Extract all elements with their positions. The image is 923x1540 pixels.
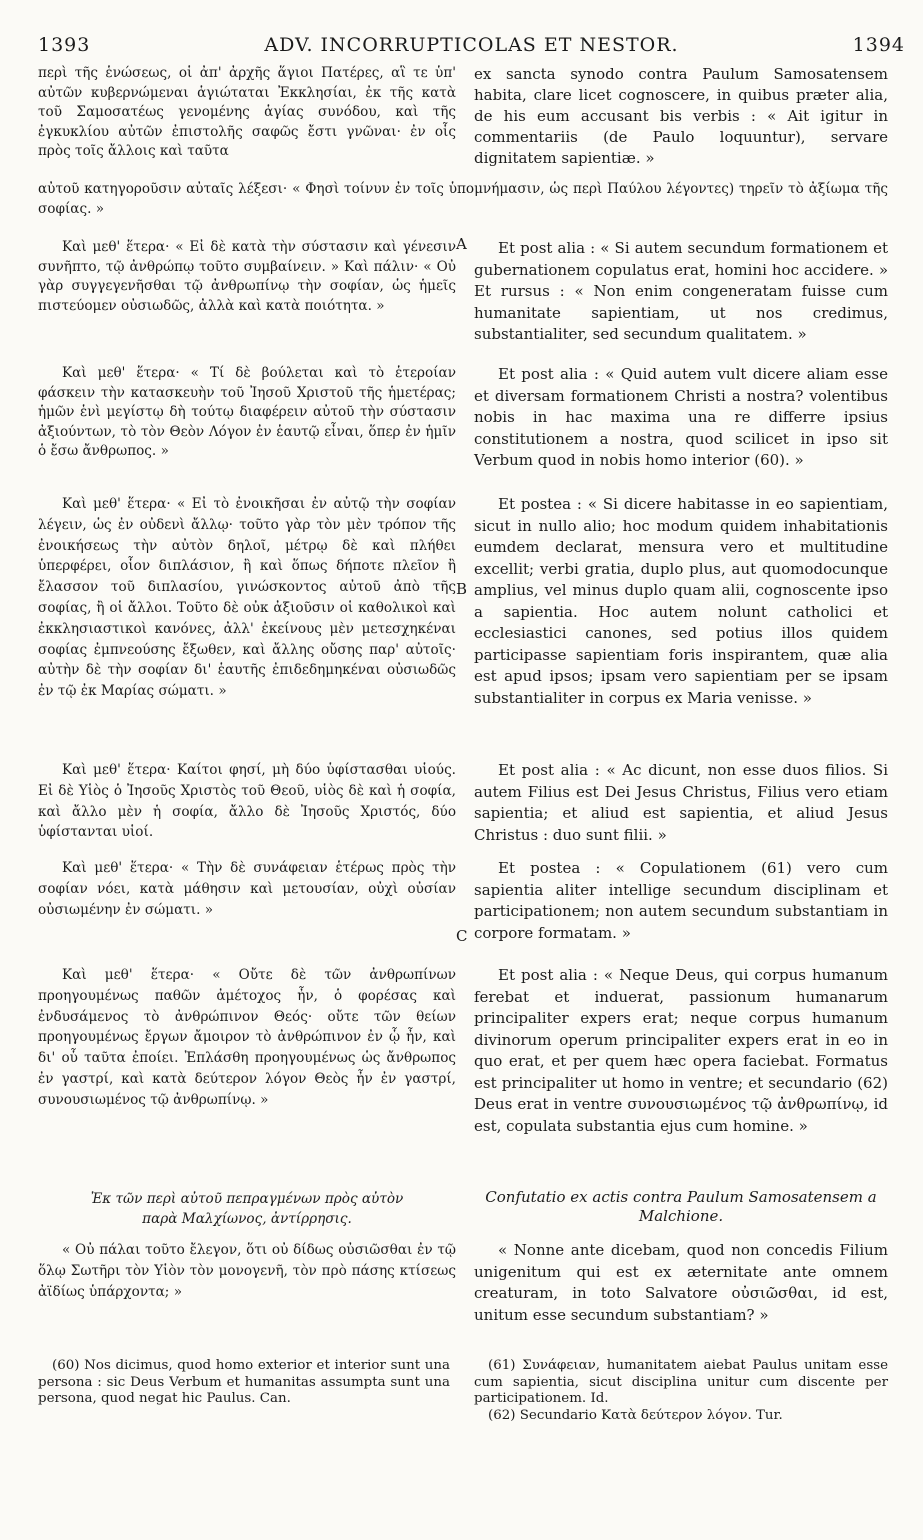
footnote-text: (60) Nos dicimus, quod homo exterior et interior sunt una persona : sic Deus Verbum et humanitas assumpta sunt una persona, quod negat hic Paulus. Can.	[38, 1358, 450, 1406]
greek-section-5	[38, 858, 456, 920]
greek-paragraph: « Οὐ πάλαι τοῦτο ἔλεγον, ὅτι οὐ δίδως οὐσιῶσθαι ἐν τῷ ὅλῳ Σωτῆρι τὸν Υἱὸν τὸν μονογενῆ, τὸν πρὸ πάσης κτίσεως ἀϊδίως ὑπάρχοντα; »	[38, 1242, 456, 1300]
greek-paragraph: Καὶ μεθ' ἕτερα· « Τὴν δὲ συνάφειαν ἑτέρως πρὸς τὴν σοφίαν νόει, κατὰ μάθησιν καὶ μετουσίαν, οὐχὶ οὐσίαν οὐσιωμένην ἐν σώματι. »	[38, 860, 456, 918]
greek-paragraph: Καὶ μεθ' ἕτερα· Καίτοι φησί, μὴ δύο ὑφίστασθαι υἱούς. Εἰ δὲ Υἱὸς ὁ Ἰησοῦς Χριστὸς τοῦ Θεοῦ, υἱὸς δὲ καὶ ἡ σοφία, καὶ ἄλλο μὲν ἡ σοφία, ἄλλο δὲ Ἰησοῦς Χριστός, δύο ὑφίστανται υἱοί.	[38, 762, 456, 841]
greek-section-4	[38, 760, 456, 843]
margin-letter-a: A	[456, 235, 467, 253]
greek-section-1	[38, 238, 456, 316]
latin-intro: ex sancta synodo contra Paulum Samosatensem habita, clare licet cognoscere, in quibus præter alia, de his eum accusant bis verbis : « Ait igitur in commentariis (de Paulo loquuntur), servare dignitatem sapientiæ. »	[474, 65, 888, 167]
latin-section-1	[474, 238, 888, 346]
greek-paragraph: Καὶ μεθ' ἕτερα· « Εἰ τὸ ἐνοικῆσαι ἐν αὐτῷ τὴν σοφίαν λέγειν, ὡς ἐν οὐδενὶ ἄλλῳ· τοῦτο γὰρ τὸν μὲν τρόπον τῆς ἐνοικήσεως τὴν αὐτὸν δηλοῖ, μέτρῳ δὲ καὶ πλήθει ὑπερφέρει, οἷον διπλάσιον, ἢ καὶ ὅπως δήποτε πλεῖον ἢ ἔλασσον τοῦ διπλασίου, γινώσκοντος αὐτοῦ ἀπὸ τῆς σοφίας, ἢ οἱ ἄλλοι. Τοῦτο δὲ οὐκ ἀξιοῦσιν οἱ καθολικοὶ καὶ ἐκκλησιαστικοὶ κανόνες, ἀλλ' ἐκείνους μὲν μετεσχηκέναι σοφίας ἐμπνεούσης ἔξωθεν, καὶ ἄλλης οὔσης παρ' αὐτοῖς· αὐτὴν δὲ τὴν σοφίαν δι' ἑαυτῆς ἐπιδεδημηκέναι οὐσιωδῶς ἐν τῷ ἐκ Μαρίας σώματι. »	[38, 496, 456, 700]
greek-intro: περὶ τῆς ἑνώσεως, οἱ ἀπ' ἀρχῆς ἅγιοι Πατέρες, αἳ τε ὑπ' αὐτῶν κυβερνώμεναι ἁγιώταται Ἐκκλησίαι, ἐκ τῆς κατὰ τοῦ Σαμοσατέως γενομένης ἁγίας συνόδου, καὶ τῆς ἐγκυκλίου αὐτῶν ἐπιστολῆς σαφῶς ἔστι γνῶναι· ἐν οἷς πρὸς τοῖς ἄλλοις καὶ ταῦτα	[38, 65, 456, 160]
latin-section-last	[474, 1240, 888, 1326]
latin-section-4	[474, 760, 888, 846]
latin-section-6	[474, 965, 888, 1137]
greek-section-3	[38, 494, 456, 702]
greek-section-2	[38, 364, 456, 462]
latin-paragraph: Et postea : « Si dicere habitasse in eo sapientiam, sicut in nullo alio; hoc modum quidem inhabitationis eumdem declarat, mensura vero et multitudine excellit; verbi gratia, duplo plus, aut quomodocunque amplius, vel minus duplo quam alii, cognoscente ipso a sapientia. Hoc autem nolunt catholici et ecclesiastici canones, sed potius illos quidem participasse sapientiam foris inspirantem, quæ alia est apud ipsos; ipsam vero sapientiam per se ipsam substantialiter in corpus ex Maria venisse. »	[474, 495, 888, 707]
greek-paragraph: Καὶ μεθ' ἕτερα· « Εἰ δὲ κατὰ τὴν σύστασιν καὶ γένεσιν συνῆπτο, τῷ ἀνθρώπῳ τοῦτο συμβαίνειν. » Καὶ πάλιν· « Οὐ γὰρ συγγεγενῆσθαι τῷ ἀνθρωπίνῳ τὴν σοφίαν, ὡς ἡμεῖς πιστεύομεν οὐσιωδῶς, ἀλλὰ καὶ κατὰ ποιότητα. »	[38, 239, 456, 314]
greek-column-intro	[38, 64, 456, 162]
greek-heading: Ἐκ τῶν περὶ αὐτοῦ πεπραγμένων πρὸς αὐτὸν παρὰ Μαλχίωνος, ἀντίρρησις.	[90, 1191, 404, 1227]
greek-paragraph: Καὶ μεθ' ἕτερα· « Τί δὲ βούλεται καὶ τὸ ἑτεροίαν φάσκειν τὴν κατασκευὴν τοῦ Ἰησοῦ Χριστοῦ τῆς ἡμετέρας; ἡμῶν ἑνὶ μεγίστῳ δὴ τούτῳ διαφέρειν αὐτοῦ τὴν σύστασιν ἀξιούντων, τὸ τὸν Θεὸν Λόγον ἐν ἑαυτῷ εἶναι, ὅπερ ἐν ἡμῖν ὁ ἔσω ἄνθρωπος. »	[38, 365, 456, 460]
greek-paragraph: Καὶ μεθ' ἕτερα· « Οὔτε δὲ τῶν ἀνθρωπίνων προηγουμένως παθῶν ἀμέτοχος ἦν, ὁ φορέσας καὶ ἐνδυσάμενος τὸ ἀνθρώπινον Θεός· οὔτε τῶν θείων προηγουμένως ἔργων ἄμοιρον τὸ ἀνθρώπινον ἐν ᾧ ἦν, καὶ δι' οὗ ταῦτα ἐποίει. Ἐπλάσθη προηγουμένως ὡς ἄνθρωπος ἐν γαστρί, καὶ κατὰ δεύτερον λόγον Θεὸς ἦν ἐν γαστρί, συνουσιωμένος τῷ ἀνθρωπίνῳ. »	[38, 967, 456, 1108]
latin-section-2	[474, 364, 888, 472]
latin-paragraph: Et postea : « Copulationem (61) vero cum sapientia aliter intellige secundum disciplinam et participationem; non autem secundum substantiam in corpore formatam. »	[474, 859, 888, 942]
greek-section-6	[38, 965, 456, 1111]
greek-section-last	[38, 1240, 456, 1302]
footnote-60	[38, 1358, 450, 1408]
latin-paragraph: « Nonne ante dicebam, quod non concedis Filium unigenitum qui est ex æternitate ante omnem creaturam, in toto Salvatore οὐσιῶσθαι, id est, unitum esse secundum substantiam? »	[474, 1241, 888, 1324]
latin-paragraph: Et post alia : « Ac dicunt, non esse duos filios. Si autem Filius est Dei Jesus Christus, Filius vero etiam sapientia; et aliud est sapientia, et aliud Jesus Christus : duo sunt filii. »	[474, 761, 888, 844]
latin-section-3	[474, 494, 888, 709]
latin-paragraph: Et post alia : « Neque Deus, qui corpus humanum ferebat et induerat, passionum humanarum principaliter expers erat; neque corpus humanum divinorum operum principaliter expers erat in eo in quo erat, et per quem hæc opera faciebat. Formatus est principaliter ut homo in ventre; et secundario (62) Deus erat in ventre συνουσιωμένος τῷ ἀνθρωπίνῳ, id est, copulata substantia ejus cum homine. »	[474, 966, 888, 1135]
page-header	[38, 34, 905, 60]
greek-intro-continued: αὐτοῦ κατηγοροῦσιν αὐταῖς λέξεσι· « Φησὶ τοίνυν ἐν τοῖς ὑπομνήμασιν, ὡς περὶ Παύλου λέγοντες) τηρεῖν τὸ ἀξίωμα τῆς σοφίας. »	[38, 181, 888, 217]
margin-letter-b: B	[456, 580, 468, 598]
greek-heading-block	[38, 1190, 456, 1229]
footnotes-61-62	[474, 1358, 888, 1424]
latin-paragraph: Et post alia : « Quid autem vult dicere aliam esse et diversam formationem Christi a nostra? volentibus nobis in hac maxima una re differre ipsius constitutionem a nostra, quod scilicet in ipso sit Verbum quod in nobis homo interior (60). »	[474, 365, 888, 469]
latin-heading: Confutatio ex actis contra Paulum Samosatensem a Malchione.	[485, 1188, 877, 1225]
page-number-left: 1393	[38, 34, 91, 56]
greek-intro-continued-block	[38, 180, 888, 219]
running-title: ADV. INCORRUPTICOLAS ET NESTOR.	[264, 34, 679, 56]
margin-letter-c: C	[456, 927, 468, 945]
latin-column-intro	[474, 64, 888, 169]
footnote-62: (62) Secundario Κατὰ δεύτερον λόγον. Tur.	[488, 1407, 783, 1423]
page-number-right: 1394	[852, 34, 905, 56]
latin-heading-block	[474, 1188, 888, 1226]
latin-section-5	[474, 858, 888, 944]
footnote-61: (61) Συνάφειαν, humanitatem aiebat Paulus unitam esse cum sapientia, sicut disciplina unitur cum discente per participationem. Id.	[474, 1358, 888, 1406]
latin-paragraph: Et post alia : « Si autem secundum formationem et gubernationem copulatus erat, homini hoc accidere. » Et rursus : « Non enim congeneratam fuisse cum humanitate sapientiam, ut nos credimus, substantialiter, sed secundum qualitatem. »	[474, 239, 888, 343]
